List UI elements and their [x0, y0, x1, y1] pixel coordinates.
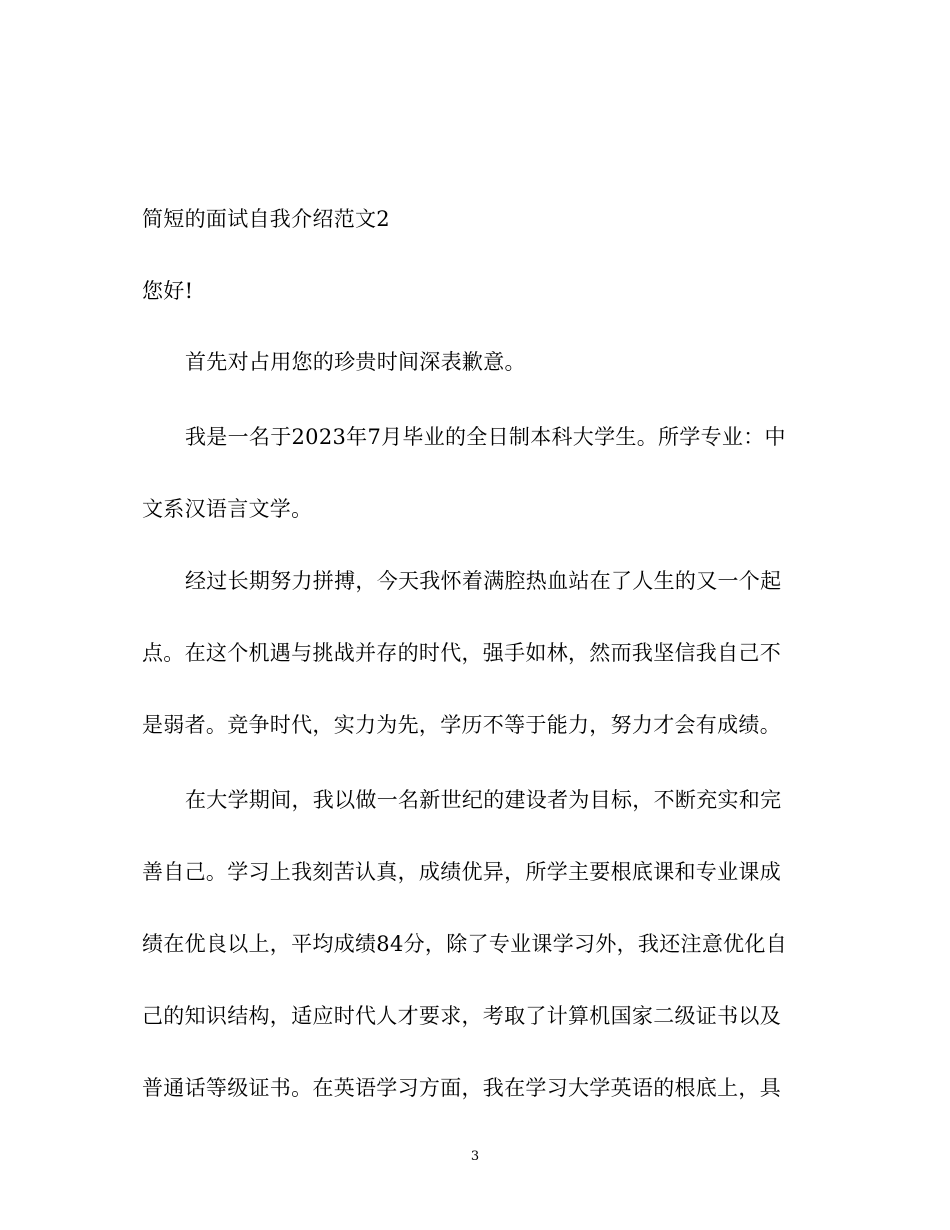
- paragraph-line: 善自己。学习上我刻苦认真，成绩优异，所学主要根底课和专业课成: [142, 860, 781, 884]
- paragraph-line: 点。在这个机遇与挑战并存的时代，强手如林，然而我坚信我自己不: [142, 641, 781, 665]
- paragraph-line: 绩在优良以上，平均成绩84分，除了专业课学习外，我还注意优化自: [142, 932, 788, 956]
- paragraph-line: 我是一名于2023年7月毕业的全日制本科大学生。所学专业：中: [185, 425, 786, 449]
- paragraph-line: 文系汉语言文学。: [142, 497, 313, 521]
- document-title: 简短的面试自我介绍范文2: [142, 207, 390, 231]
- greeting: 您好!: [142, 279, 194, 303]
- paragraph-line: 普通话等级证书。在英语学习方面，我在学习大学英语的根底上，具: [142, 1076, 781, 1100]
- paragraph-line: 己的知识结构，适应时代人才要求，考取了计算机国家二级证书以及: [142, 1004, 781, 1028]
- paragraph-line: 经过长期努力拼搏，今天我怀着满腔热血站在了人生的又一个起: [185, 569, 782, 593]
- paragraph-line: 是弱者。竞争时代，实力为先，学历不等于能力，努力才会有成绩。: [142, 713, 781, 737]
- paragraph-line: 首先对占用您的珍贵时间深表歉意。: [185, 350, 526, 374]
- paragraph-line: 在大学期间，我以做一名新世纪的建设者为目标，不断充实和完: [185, 788, 782, 812]
- page-number: 3: [470, 1149, 480, 1164]
